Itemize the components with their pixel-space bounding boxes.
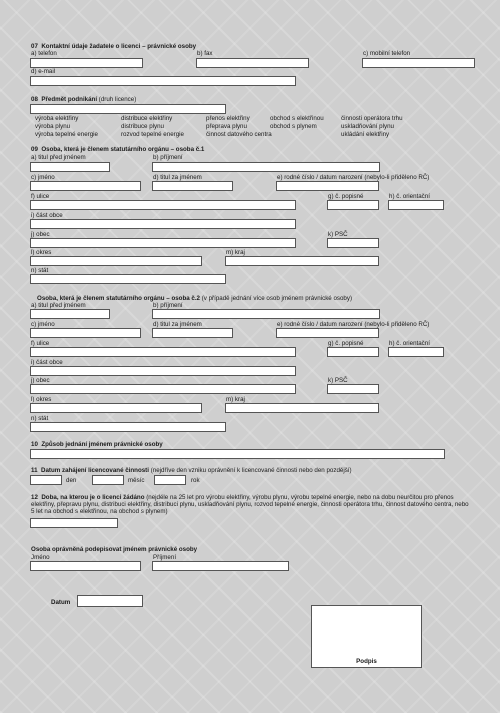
p2-label-prijmeni: b) příjmení: [153, 302, 183, 309]
item-uskladnovani-plynu[interactable]: uskladňování plynu: [341, 123, 394, 130]
p2-ulice-field[interactable]: [30, 347, 296, 357]
item-distribuce-plynu[interactable]: distribuce plynu: [121, 123, 164, 130]
section-08-heading: 08 Předmět podnikání (druh licence): [31, 96, 137, 103]
p1-label-stat: n) stát: [31, 267, 49, 274]
label-fax: b) fax: [197, 50, 213, 57]
mobil-field[interactable]: [362, 58, 475, 68]
p2-titul-za-field[interactable]: [152, 328, 233, 338]
p1-label-orientacni: h) č. orientační: [389, 193, 430, 200]
p1-prijmeni-field[interactable]: [152, 162, 380, 172]
p2-label-orientacni: h) č. orientační: [389, 340, 430, 347]
p1-label-psc: k) PSČ: [328, 231, 348, 238]
sign-jmeno-field[interactable]: [30, 561, 141, 571]
p2-psc-field[interactable]: [327, 384, 379, 394]
signatory-heading: Osoba oprávněná podepisovat jménem právnické osoby: [31, 546, 198, 553]
p2-rodne-cislo-field[interactable]: [276, 328, 379, 338]
item-rozvod-tepelne[interactable]: rozvod tepelné energie: [121, 131, 184, 138]
p1-stat-field[interactable]: [30, 274, 226, 284]
p1-rodne-cislo-field[interactable]: [276, 181, 379, 191]
p2-kraj-field[interactable]: [225, 403, 379, 413]
item-vyroba-plynu[interactable]: výroba plynu: [35, 123, 71, 130]
p2-cast-obce-field[interactable]: [30, 366, 296, 376]
doba-field[interactable]: [30, 518, 118, 528]
p2-label-okres: l) okres: [31, 396, 52, 403]
label-sign-prijmeni: Příjmení: [153, 554, 177, 561]
p1-popisne-field[interactable]: [327, 200, 379, 210]
telefon-field[interactable]: [30, 58, 143, 68]
den-field[interactable]: [30, 475, 62, 485]
label-sign-jmeno: Jméno: [31, 554, 50, 561]
p2-label-ulice: f) ulice: [31, 340, 50, 347]
p2-popisne-field[interactable]: [327, 347, 379, 357]
p1-label-prijmeni: b) příjmení: [153, 154, 183, 161]
mesic-field[interactable]: [92, 475, 124, 485]
p2-label-jmeno: c) jméno: [31, 321, 55, 328]
p2-label-kraj: m) kraj: [226, 396, 245, 403]
p2-prijmeni-field[interactable]: [152, 309, 380, 319]
p1-titul-pred-field[interactable]: [30, 162, 110, 172]
p2-label-psc: k) PSČ: [328, 377, 348, 384]
p2-label-obec: j) obec: [31, 377, 50, 384]
item-preprava-plynu[interactable]: přeprava plynu: [206, 123, 247, 130]
p2-jmeno-field[interactable]: [30, 328, 141, 338]
item-obchod-elektrinou[interactable]: obchod s elektřinou: [270, 115, 324, 122]
p2-label-rodne-cislo: e) rodné číslo / datum narození (nebylo-li přiděleno RČ): [277, 321, 430, 328]
predmet-field[interactable]: [30, 104, 226, 114]
item-distribuce-elektriny[interactable]: distribuce elektřiny: [121, 115, 173, 122]
p1-ulice-field[interactable]: [30, 200, 296, 210]
item-vyroba-elektriny[interactable]: výroba elektřiny: [35, 115, 79, 122]
p1-orientacni-field[interactable]: [388, 200, 444, 210]
item-ukladani-elektriny[interactable]: ukládání elektřiny: [341, 131, 390, 138]
section-11-heading: 11 Datum zahájení licencované činnosti (nejdříve den vzniku oprávnění k licencované činnosti nebo den pozdější): [31, 467, 352, 474]
p1-label-obec: j) obec: [31, 231, 50, 238]
zpusob-jednani-field[interactable]: [30, 449, 445, 459]
podpis-box[interactable]: [311, 605, 422, 668]
p1-psc-field[interactable]: [327, 238, 379, 248]
item-cinnosti-operatora[interactable]: činnosti operátora trhu: [341, 115, 403, 122]
p1-label-kraj: m) kraj: [226, 249, 245, 256]
p1-label-cast-obce: i) část obce: [31, 212, 63, 219]
p2-label-titul-pred: a) titul před jménem: [31, 302, 86, 309]
fax-field[interactable]: [196, 58, 309, 68]
item-datove-centrum[interactable]: činnost datového centra: [206, 131, 272, 138]
p2-obec-field[interactable]: [30, 384, 296, 394]
p1-kraj-field[interactable]: [225, 256, 379, 266]
p1-label-titul-za: d) titul za jménem: [153, 174, 202, 181]
p1-label-titul-pred: a) titul před jménem: [31, 154, 86, 161]
p1-label-rodne-cislo: e) rodné číslo / datum narození (nebylo-li přiděleno RČ): [277, 174, 430, 181]
p1-label-ulice: f) ulice: [31, 193, 50, 200]
label-telefon: a) telefon: [31, 50, 57, 57]
p2-titul-pred-field[interactable]: [30, 309, 110, 319]
p2-stat-field[interactable]: [30, 422, 226, 432]
section-09b-heading: Osoba, která je členem statutárního orgánu – osoba č.2 (v případě jednání více osob jménem právnické osoby): [37, 295, 353, 302]
section-12-heading: 12 Doba, na kterou je o licenci žádáno (nejdéle na 25 let pro výrobu elektřiny, výrobu plynu, výrobu tepelné energie, nebo na dobu neurčitou pro přenos elektřiny, přepravu plynu, distribuci elektřiny, distribuci plynu, uskladňování plynu, rozvod tepelné energie, činnosti operátora trhu, činnost datového centra, nebo 5 let na obchod s elektřinou, na obchod s plynem): [31, 494, 469, 515]
section-10-heading: 10 Způsob jednání jménem právnické osoby: [31, 441, 163, 448]
label-rok: rok: [191, 477, 200, 484]
sign-prijmeni-field[interactable]: [152, 561, 289, 571]
datum-field[interactable]: [77, 595, 143, 607]
label-mobil: c) mobilní telefon: [363, 50, 411, 57]
p1-obec-field[interactable]: [30, 238, 296, 248]
item-obchod-plynem[interactable]: obchod s plynem: [270, 123, 317, 130]
section-09-heading: 09 Osoba, která je členem statutárního orgánu – osoba č.1: [31, 146, 205, 153]
p1-label-popisne: g) č. popisné: [328, 193, 364, 200]
p2-orientacni-field[interactable]: [388, 347, 444, 357]
p1-titul-za-field[interactable]: [152, 181, 233, 191]
item-vyroba-tepelne[interactable]: výroba tepelné energie: [35, 131, 98, 138]
p2-label-titul-za: d) titul za jménem: [153, 321, 202, 328]
label-den: den: [66, 477, 77, 484]
p2-okres-field[interactable]: [30, 403, 202, 413]
label-mesic: měsíc: [128, 477, 145, 484]
p2-label-stat: n) stát: [31, 415, 49, 422]
p1-cast-obce-field[interactable]: [30, 219, 296, 229]
email-field[interactable]: [30, 76, 296, 86]
p1-okres-field[interactable]: [30, 256, 202, 266]
label-podpis: Podpis: [356, 658, 377, 665]
p2-label-cast-obce: i) část obce: [31, 359, 63, 366]
p1-label-okres: l) okres: [31, 249, 52, 256]
p1-jmeno-field[interactable]: [30, 181, 141, 191]
label-email: d) e-mail: [31, 68, 56, 75]
p2-label-popisne: g) č. popisné: [328, 340, 364, 347]
rok-field[interactable]: [154, 475, 186, 485]
label-datum: Datum: [51, 599, 71, 606]
p1-label-jmeno: c) jméno: [31, 174, 55, 181]
item-prenos-elektriny[interactable]: přenos elektřiny: [206, 115, 250, 122]
section-07-heading: 07 Kontaktní údaje žadatele o licenci – právnické osoby: [31, 43, 197, 50]
